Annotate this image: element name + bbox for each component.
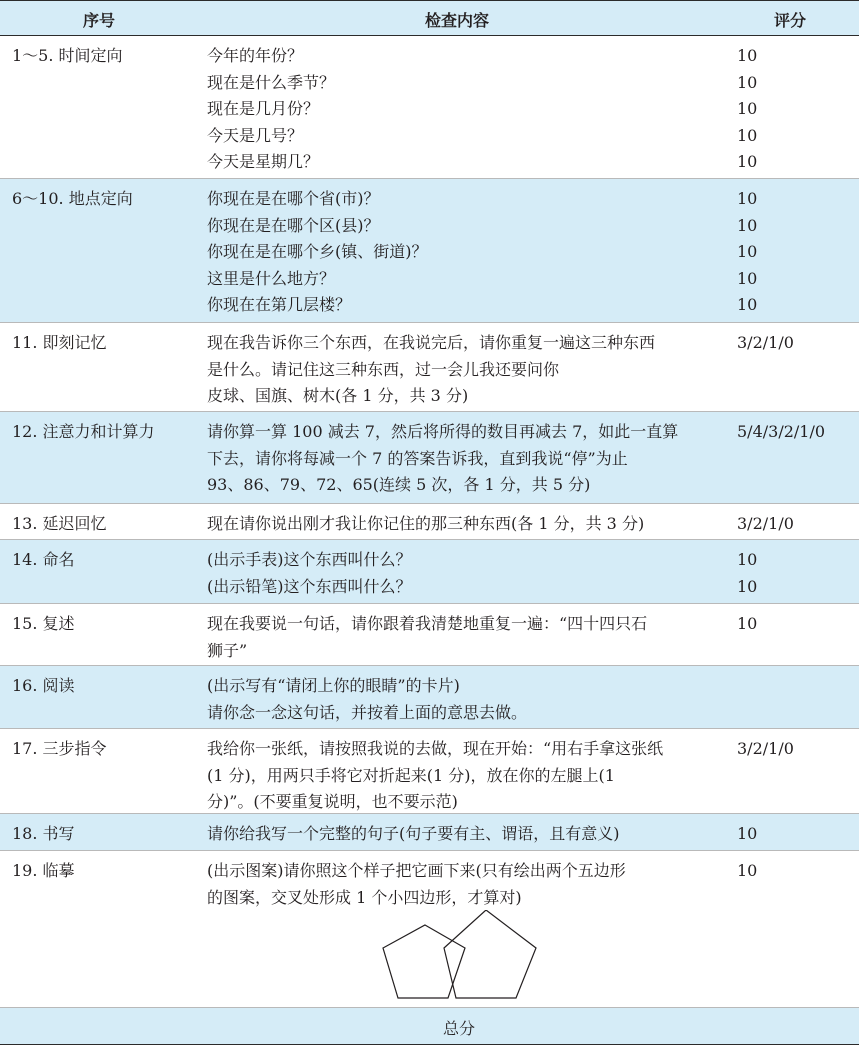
score-value: 3/2/1/0 [737, 333, 794, 352]
score-value: 3/2/1/0 [737, 739, 794, 758]
content-line: 你现在是在哪个省(市)？ [207, 189, 380, 208]
content-line: 你现在是在哪个乡(镇、街道)？ [207, 242, 428, 261]
content-line: 请你算一算 100 减去 7，然后将所得的数目再减去 7，如此一直算 [207, 422, 679, 441]
item-label: 18. 书写 [12, 824, 75, 843]
score-cell [737, 821, 757, 848]
score-value: 5/4/3/2/1/0 [737, 422, 826, 441]
item-label: 12. 注意力和计算力 [12, 422, 155, 441]
item-label: 17. 三步指令 [12, 739, 107, 758]
table-row [0, 36, 859, 179]
score-cell [737, 511, 794, 538]
item-label: 1～5. 时间定向 [12, 46, 123, 65]
content-line: (出示图案)请你照这个样子把它画下来(只有绘出两个五边形 [207, 861, 626, 880]
score-value: 10 [737, 72, 758, 92]
table-row [0, 604, 859, 666]
item-label: 16. 阅读 [12, 676, 75, 695]
content-line: 93、86、79、72、65(连续 5 次，各 1 分，共 5 分) [207, 475, 591, 494]
table-row [0, 666, 859, 729]
table-row [0, 412, 859, 504]
score-value: 10 [737, 268, 758, 288]
table-row [0, 504, 859, 540]
check-content [207, 547, 412, 600]
item-label: 6～10. 地点定向 [12, 189, 133, 208]
item-label: 13. 延迟回忆 [12, 514, 107, 533]
pentagon-right [444, 910, 536, 998]
score-cell [737, 736, 794, 763]
table-row [0, 179, 859, 323]
score-cell [737, 186, 757, 319]
table-header [0, 0, 859, 36]
content-line: 现在请你说出刚才我让你记住的那三种东西(各 1 分，共 3 分) [207, 514, 645, 533]
score-value: 10 [737, 242, 758, 261]
pentagon-left [383, 925, 465, 998]
content-line: 分)”。(不要重复说明，也不要示范) [207, 792, 458, 811]
score-value: 10 [737, 576, 758, 596]
check-content [207, 736, 663, 816]
content-line: 你现在在第几层楼？ [207, 295, 352, 314]
content-line: 请你念一念这句话，并按着上面的意思去做。 [207, 702, 528, 722]
table-row [0, 540, 859, 604]
content-line: 你现在是在哪个区(县)？ [207, 215, 380, 235]
item-label: 11. 即刻记忆 [12, 333, 107, 352]
content-line: 皮球、国旗、树木(各 1 分，共 3 分) [207, 386, 469, 405]
score-value: 10 [737, 152, 758, 171]
content-line: (1 分)，用两只手将它对折起来(1 分)，放在你的左腿上(1 [207, 765, 615, 785]
check-content [207, 673, 527, 726]
score-value: 10 [737, 824, 758, 843]
content-line: 今年的年份？ [207, 46, 304, 65]
table-row [0, 323, 859, 412]
content-line: 我给你一张纸，请按照我说的去做，现在开始：“用右手拿这张纸 [207, 739, 664, 758]
score-value: 10 [737, 614, 758, 633]
item-label: 19. 临摹 [12, 861, 75, 880]
score-cell [737, 43, 757, 176]
content-line: 现在是什么季节？ [207, 72, 336, 92]
check-content [207, 43, 335, 176]
score-cell [737, 419, 825, 446]
content-line: (出示铅笔)这个东西叫什么？ [207, 576, 412, 596]
check-content [207, 511, 644, 538]
content-line: 狮子” [207, 640, 248, 660]
score-value: 10 [737, 295, 758, 314]
score-value: 10 [737, 550, 758, 569]
score-value: 10 [737, 99, 758, 118]
content-line: 现在我要说一句话，请你跟着我清楚地重复一遍：“四十四只石 [207, 614, 648, 633]
header-col-content: 检查内容 [425, 11, 490, 30]
total-score-label: 总分 [443, 1019, 476, 1038]
score-value: 10 [737, 46, 758, 65]
score-value: 10 [737, 189, 758, 208]
check-content [207, 186, 428, 319]
score-value: 10 [737, 861, 758, 880]
check-content [207, 330, 655, 410]
content-line: 下去，请你将每减一个 7 的答案告诉我，直到我说“停”为止 [207, 448, 628, 468]
content-line: (出示手表)这个东西叫什么？ [207, 550, 412, 569]
check-content [207, 419, 678, 499]
score-cell [737, 611, 757, 638]
total-score-row [0, 1008, 859, 1045]
content-line: 今天是星期几？ [207, 152, 320, 171]
table-row [0, 729, 859, 814]
content-line: (出示写有“请闭上你的眼睛”的卡片) [207, 676, 460, 695]
score-value: 3/2/1/0 [737, 514, 794, 533]
content-line: 现在我告诉你三个东西，在我说完后，请你重复一遍这三种东西 [207, 333, 656, 352]
content-line: 现在是几月份？ [207, 99, 320, 118]
score-cell [737, 547, 757, 600]
item-label: 14. 命名 [12, 550, 75, 569]
content-line: 今天是几号？ [207, 125, 304, 145]
score-value: 10 [737, 215, 758, 235]
table-row [0, 814, 859, 851]
score-value: 10 [737, 125, 758, 145]
score-cell [737, 330, 794, 357]
check-content [207, 858, 626, 911]
content-line: 是什么。请记住这三种东西，过一会儿我还要问你 [207, 359, 560, 379]
content-line: 的图案，交叉处形成 1 个小四边形，才算对) [207, 887, 522, 907]
content-line: 这里是什么地方？ [207, 268, 336, 288]
check-content [207, 821, 620, 848]
content-line: 请你给我写一个完整的句子(句子要有主、谓语，且有意义) [207, 824, 620, 843]
score-cell [737, 858, 757, 885]
intersecting-pentagons-figure [378, 910, 538, 1002]
check-content [207, 611, 647, 664]
header-col-score: 评分 [774, 11, 807, 30]
item-label: 15. 复述 [12, 614, 75, 633]
header-col-number: 序号 [83, 11, 116, 30]
